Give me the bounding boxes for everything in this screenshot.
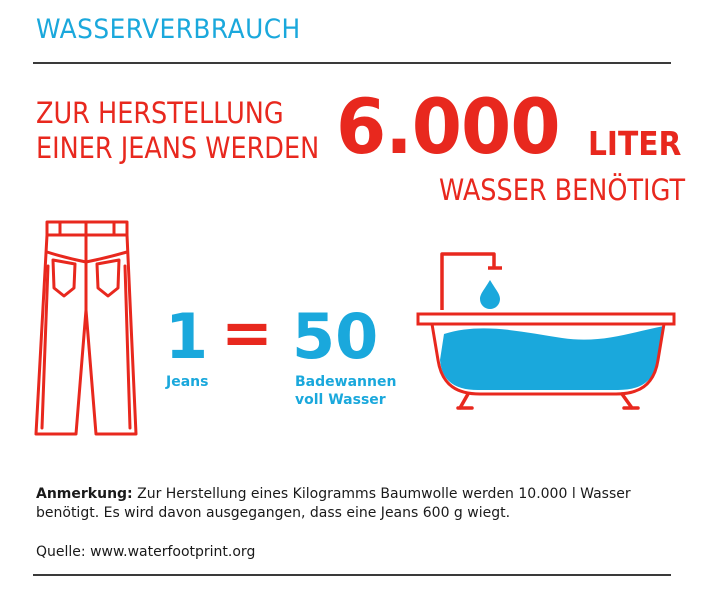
bottom-divider <box>33 574 671 576</box>
equation-right-label-2: voll Wasser <box>295 392 386 408</box>
equation-right-label-1: Badewannen <box>295 374 397 390</box>
equation-right-value: 50 <box>292 300 379 373</box>
top-divider <box>33 62 671 64</box>
page-title: WASSERVERBRAUCH <box>36 14 301 45</box>
note-paragraph <box>36 485 676 523</box>
headline-unit: LITER <box>588 124 682 163</box>
equals-sign: = <box>221 296 273 369</box>
jeans-icon <box>30 218 142 440</box>
note-label: Anmerkung: <box>36 486 133 502</box>
headline-line-1: ZUR HERSTELLUNG <box>36 96 284 130</box>
note-text: Zur Herstellung eines Kilogramms Baumwolle werden 10.000 l Wasser benötigt. Es wird davon ausgegangen, dass eine Jeans 600 g wiegt. <box>36 486 631 521</box>
headline-line-3: WASSER BENÖTIGT <box>439 173 686 207</box>
bathtub-icon <box>412 236 682 412</box>
source-line: Quelle: www.waterfootprint.org <box>36 544 256 560</box>
equation-left-label: Jeans <box>166 374 209 390</box>
headline-line-2: EINER JEANS WERDEN <box>36 131 320 165</box>
equation-left-value: 1 <box>165 300 209 373</box>
headline-number: 6.000 <box>336 82 560 171</box>
